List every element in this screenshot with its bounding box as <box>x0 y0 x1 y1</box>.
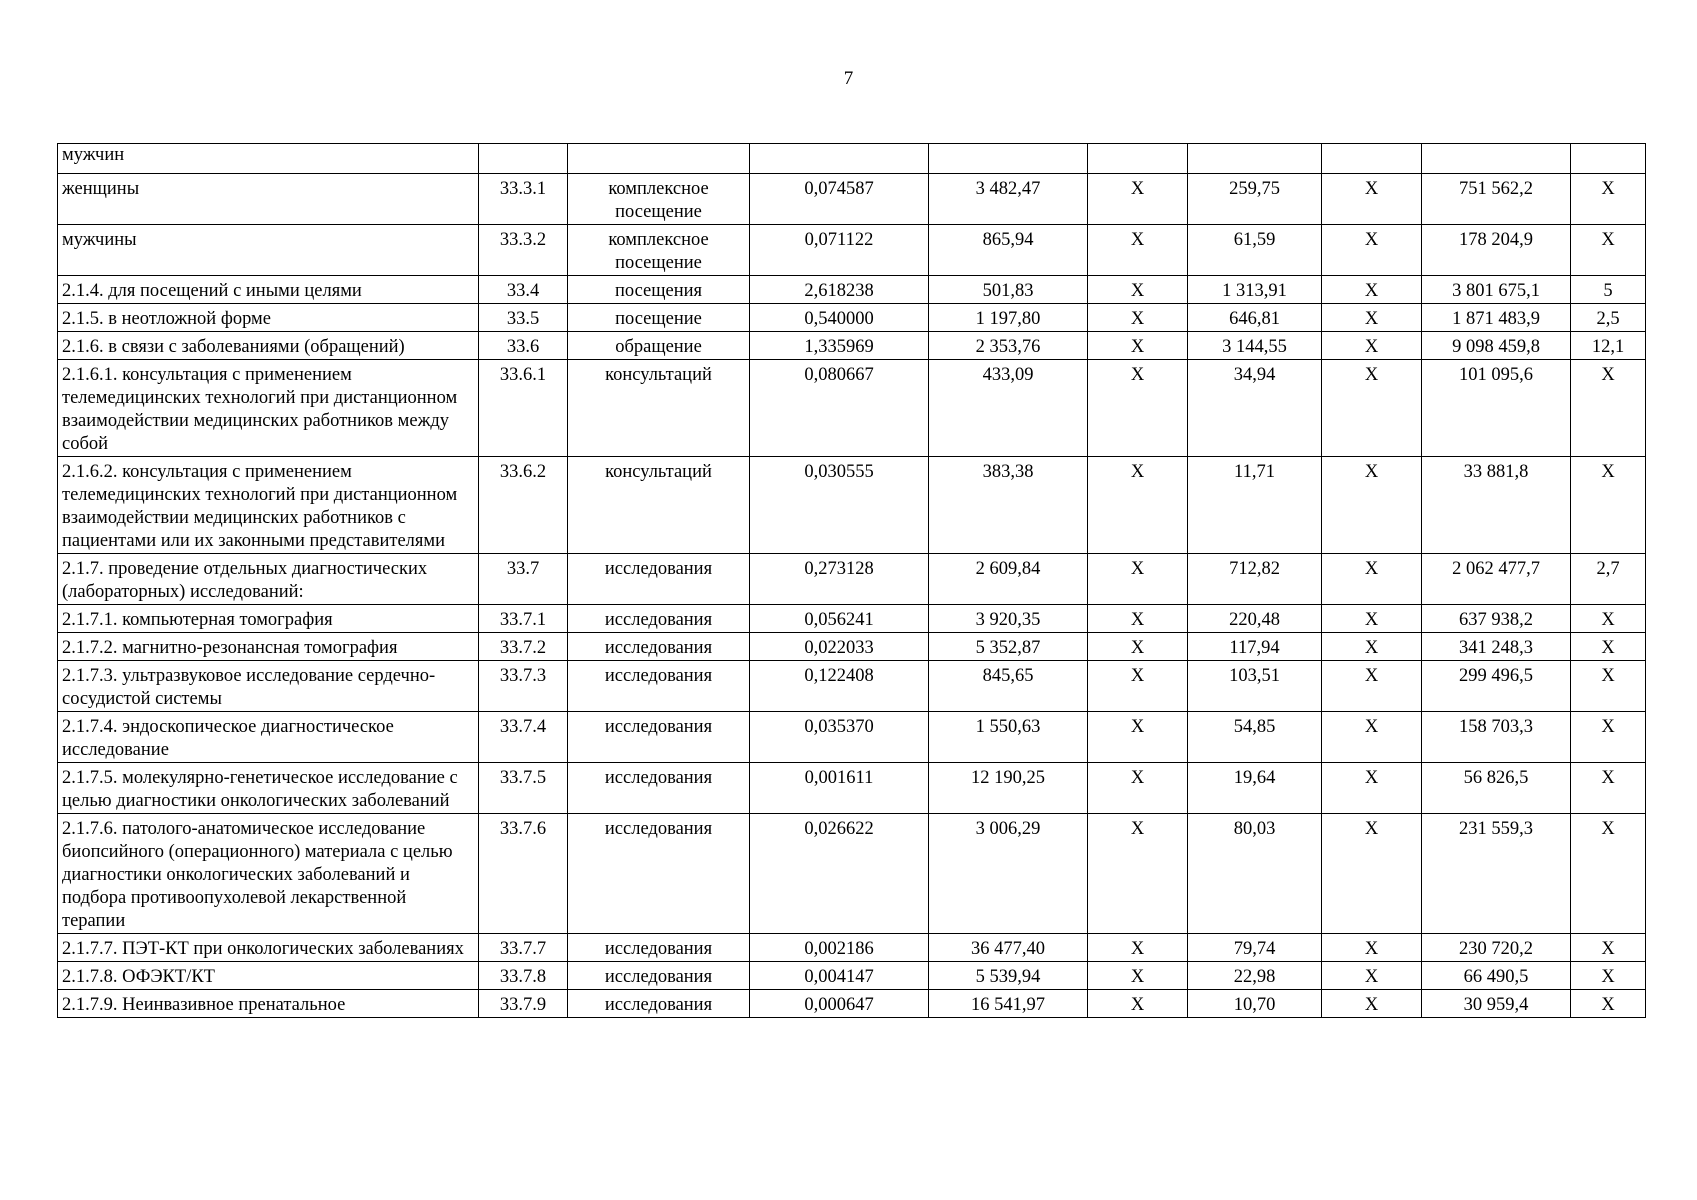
cell-row-oms-per-person: 3 144,55 <box>1188 332 1322 360</box>
cell-row-budget-total: X <box>1322 225 1422 276</box>
cell-row-oms-total: 341 248,3 <box>1422 633 1571 661</box>
cell-row-unit: исследования <box>568 814 750 934</box>
cell-row-cost: 2 353,76 <box>929 332 1088 360</box>
cell-row-oms-per-person: 103,51 <box>1188 661 1322 712</box>
cell-row-oms-total: 33 881,8 <box>1422 457 1571 554</box>
cell-row-code: 33.7.9 <box>479 990 568 1018</box>
cell-row-share: X <box>1571 457 1646 554</box>
cell-row-unit: исследования <box>568 633 750 661</box>
table-row <box>58 332 1646 360</box>
cell-row-name: 2.1.5. в неотложной форме <box>58 304 479 332</box>
data-table <box>57 143 1646 1018</box>
cell-row-code: 33.7.6 <box>479 814 568 934</box>
cell-row-oms-total: 66 490,5 <box>1422 962 1571 990</box>
cell-row-budget-total: X <box>1322 814 1422 934</box>
cell-row-oms-per-person: 712,82 <box>1188 554 1322 605</box>
cell-row-name: 2.1.7.7. ПЭТ-КТ при онкологических заболеваниях <box>58 934 479 962</box>
cell-row-code: 33.7.1 <box>479 605 568 633</box>
cell-row-share: X <box>1571 814 1646 934</box>
cell-row-oms-total: 9 098 459,8 <box>1422 332 1571 360</box>
cell-row-budget-per-person: X <box>1088 661 1188 712</box>
cell-row-name: 2.1.6.1. консультация с применением телемедицинских технологий при дистанционном взаимодействии медицинских работников между собой <box>58 360 479 457</box>
cell-row-oms-per-person: 61,59 <box>1188 225 1322 276</box>
cell-row-oms-total: 2 062 477,7 <box>1422 554 1571 605</box>
cell-row-oms-per-person: 19,64 <box>1188 763 1322 814</box>
cell-row-volume <box>750 144 929 174</box>
cell-row-budget-total: X <box>1322 605 1422 633</box>
cell-row-budget-total: X <box>1322 457 1422 554</box>
table-row <box>58 276 1646 304</box>
table-row <box>58 814 1646 934</box>
cell-row-oms-per-person: 34,94 <box>1188 360 1322 457</box>
cell-row-unit: исследования <box>568 962 750 990</box>
cell-row-volume: 2,618238 <box>750 276 929 304</box>
cell-row-budget-per-person: X <box>1088 554 1188 605</box>
cell-row-name: 2.1.7.6. патолого-анатомическое исследование биопсийного (операционного) материала с целью диагностики онкологических заболеваний и подбора противоопухолевой лекарственной терапии <box>58 814 479 934</box>
cell-row-unit: консультаций <box>568 457 750 554</box>
cell-row-unit: консультаций <box>568 360 750 457</box>
cell-row-oms-per-person: 646,81 <box>1188 304 1322 332</box>
cell-row-unit: исследования <box>568 712 750 763</box>
table-row <box>58 457 1646 554</box>
cell-row-volume: 1,335969 <box>750 332 929 360</box>
cell-row-oms-total: 3 801 675,1 <box>1422 276 1571 304</box>
cell-row-budget-per-person: X <box>1088 457 1188 554</box>
table-row <box>58 633 1646 661</box>
cell-row-budget-per-person: X <box>1088 962 1188 990</box>
cell-row-budget-per-person: X <box>1088 990 1188 1018</box>
cell-row-share: X <box>1571 962 1646 990</box>
cell-row-code: 33.6.2 <box>479 457 568 554</box>
cell-row-budget-per-person: X <box>1088 304 1188 332</box>
page-number: 7 <box>843 68 854 89</box>
cell-row-unit: исследования <box>568 554 750 605</box>
cell-row-oms-total: 751 562,2 <box>1422 174 1571 225</box>
cell-row-name: 2.1.7.3. ультразвуковое исследование сердечно-сосудистой системы <box>58 661 479 712</box>
cell-row-share: X <box>1571 934 1646 962</box>
cell-row-share: X <box>1571 174 1646 225</box>
table-row <box>58 554 1646 605</box>
cell-row-budget-total: X <box>1322 174 1422 225</box>
cell-row-budget-total: X <box>1322 554 1422 605</box>
table-row <box>58 962 1646 990</box>
cell-row-cost: 383,38 <box>929 457 1088 554</box>
table-row <box>58 934 1646 962</box>
cell-row-oms-total: 30 959,4 <box>1422 990 1571 1018</box>
cell-row-unit: комплексное посещение <box>568 225 750 276</box>
cell-row-cost: 1 197,80 <box>929 304 1088 332</box>
cell-row-volume: 0,035370 <box>750 712 929 763</box>
cell-row-budget-per-person: X <box>1088 763 1188 814</box>
cell-row-volume: 0,080667 <box>750 360 929 457</box>
cell-row-name: 2.1.7.2. магнитно-резонансная томография <box>58 633 479 661</box>
cell-row-budget-total: X <box>1322 332 1422 360</box>
table-row <box>58 763 1646 814</box>
cell-row-share: 2,5 <box>1571 304 1646 332</box>
cell-row-unit: исследования <box>568 605 750 633</box>
cell-row-oms-total: 231 559,3 <box>1422 814 1571 934</box>
cell-row-code: 33.5 <box>479 304 568 332</box>
cell-row-unit <box>568 144 750 174</box>
cell-row-budget-per-person: X <box>1088 225 1188 276</box>
cell-row-budget-total: X <box>1322 360 1422 457</box>
table-row <box>58 225 1646 276</box>
cell-row-cost <box>929 144 1088 174</box>
table-row <box>58 661 1646 712</box>
cell-row-name: женщины <box>58 174 479 225</box>
table-row <box>58 174 1646 225</box>
cell-row-budget-per-person: X <box>1088 814 1188 934</box>
cell-row-volume: 0,004147 <box>750 962 929 990</box>
cell-row-name: 2.1.6. в связи с заболеваниями (обращений) <box>58 332 479 360</box>
cell-row-code: 33.3.2 <box>479 225 568 276</box>
cell-row-unit: исследования <box>568 763 750 814</box>
cell-row-oms-per-person: 117,94 <box>1188 633 1322 661</box>
cell-row-budget-per-person: X <box>1088 332 1188 360</box>
cell-row-share: 2,7 <box>1571 554 1646 605</box>
cell-row-unit: исследования <box>568 934 750 962</box>
cell-row-budget-total: X <box>1322 276 1422 304</box>
cell-row-cost: 3 482,47 <box>929 174 1088 225</box>
table-body <box>58 144 1646 1018</box>
cell-row-unit: исследования <box>568 990 750 1018</box>
cell-row-code: 33.6.1 <box>479 360 568 457</box>
cell-row-share: X <box>1571 990 1646 1018</box>
cell-row-share: X <box>1571 225 1646 276</box>
cell-row-share: 5 <box>1571 276 1646 304</box>
cell-row-oms-total: 299 496,5 <box>1422 661 1571 712</box>
cell-row-cost: 501,83 <box>929 276 1088 304</box>
cell-row-name: 2.1.7.1. компьютерная томография <box>58 605 479 633</box>
cell-row-oms-total: 178 204,9 <box>1422 225 1571 276</box>
cell-row-unit: исследования <box>568 661 750 712</box>
table-row <box>58 990 1646 1018</box>
cell-row-cost: 3 920,35 <box>929 605 1088 633</box>
cell-row-budget-per-person: X <box>1088 633 1188 661</box>
cell-row-cost: 5 539,94 <box>929 962 1088 990</box>
cell-row-oms-per-person: 80,03 <box>1188 814 1322 934</box>
cell-row-oms-total: 637 938,2 <box>1422 605 1571 633</box>
cell-row-name: 2.1.7.5. молекулярно-генетическое исследование с целью диагностики онкологических заболеваний <box>58 763 479 814</box>
cell-row-share: X <box>1571 605 1646 633</box>
cell-row-volume: 0,122408 <box>750 661 929 712</box>
cell-row-code: 33.7.8 <box>479 962 568 990</box>
cell-row-code: 33.4 <box>479 276 568 304</box>
table-row <box>58 360 1646 457</box>
cell-row-cost: 12 190,25 <box>929 763 1088 814</box>
cell-row-oms-per-person: 11,71 <box>1188 457 1322 554</box>
cell-row-share: X <box>1571 360 1646 457</box>
cell-row-volume: 0,071122 <box>750 225 929 276</box>
cell-row-name: 2.1.7. проведение отдельных диагностических (лабораторных) исследований: <box>58 554 479 605</box>
cell-row-budget-total: X <box>1322 990 1422 1018</box>
cell-row-budget-per-person: X <box>1088 712 1188 763</box>
cell-row-code: 33.6 <box>479 332 568 360</box>
table-row <box>58 712 1646 763</box>
cell-row-cost: 865,94 <box>929 225 1088 276</box>
cell-row-unit: посещение <box>568 304 750 332</box>
cell-row-name: мужчины <box>58 225 479 276</box>
cell-row-cost: 36 477,40 <box>929 934 1088 962</box>
cell-row-unit: комплексное посещение <box>568 174 750 225</box>
cell-row-share: X <box>1571 661 1646 712</box>
cell-row-budget-total: X <box>1322 934 1422 962</box>
cell-row-name: 2.1.7.4. эндоскопическое диагностическое исследование <box>58 712 479 763</box>
cell-row-name: 2.1.7.8. ОФЭКТ/КТ <box>58 962 479 990</box>
cell-row-budget-total: X <box>1322 304 1422 332</box>
cell-row-budget-per-person: X <box>1088 605 1188 633</box>
table-row <box>58 605 1646 633</box>
cell-row-budget-total: X <box>1322 962 1422 990</box>
cell-row-share <box>1571 144 1646 174</box>
cell-row-cost: 16 541,97 <box>929 990 1088 1018</box>
cell-row-cost: 5 352,87 <box>929 633 1088 661</box>
cell-row-share: X <box>1571 712 1646 763</box>
cell-row-cost: 2 609,84 <box>929 554 1088 605</box>
cell-row-volume: 0,000647 <box>750 990 929 1018</box>
cell-row-budget-total <box>1322 144 1422 174</box>
cell-row-name: 2.1.6.2. консультация с применением телемедицинских технологий при дистанционном взаимодействии медицинских работников с пациентами или их законными представителями <box>58 457 479 554</box>
cell-row-volume: 0,074587 <box>750 174 929 225</box>
cell-row-volume: 0,001611 <box>750 763 929 814</box>
cell-row-share: 12,1 <box>1571 332 1646 360</box>
cell-row-volume: 0,056241 <box>750 605 929 633</box>
cell-row-oms-total: 101 095,6 <box>1422 360 1571 457</box>
cell-row-oms-total: 158 703,3 <box>1422 712 1571 763</box>
table-row <box>58 304 1646 332</box>
cell-row-share: X <box>1571 763 1646 814</box>
cell-row-cost: 3 006,29 <box>929 814 1088 934</box>
cell-row-code: 33.7.7 <box>479 934 568 962</box>
cell-row-volume: 0,022033 <box>750 633 929 661</box>
cell-row-oms-per-person: 79,74 <box>1188 934 1322 962</box>
cell-row-name: мужчин <box>58 144 479 174</box>
cell-row-code <box>479 144 568 174</box>
cell-row-oms-per-person: 22,98 <box>1188 962 1322 990</box>
cell-row-oms-per-person <box>1188 144 1322 174</box>
cell-row-code: 33.7.4 <box>479 712 568 763</box>
cell-row-code: 33.3.1 <box>479 174 568 225</box>
cell-row-code: 33.7.5 <box>479 763 568 814</box>
cell-row-volume: 0,540000 <box>750 304 929 332</box>
cell-row-volume: 0,030555 <box>750 457 929 554</box>
cell-row-budget-per-person <box>1088 144 1188 174</box>
cell-row-oms-total <box>1422 144 1571 174</box>
cell-row-cost: 845,65 <box>929 661 1088 712</box>
cell-row-name: 2.1.7.9. Неинвазивное пренатальное <box>58 990 479 1018</box>
cell-row-oms-total: 1 871 483,9 <box>1422 304 1571 332</box>
cell-row-oms-per-person: 259,75 <box>1188 174 1322 225</box>
cell-row-code: 33.7.2 <box>479 633 568 661</box>
cell-row-oms-per-person: 10,70 <box>1188 990 1322 1018</box>
cell-row-oms-per-person: 220,48 <box>1188 605 1322 633</box>
cell-row-cost: 433,09 <box>929 360 1088 457</box>
cell-row-oms-per-person: 54,85 <box>1188 712 1322 763</box>
cell-row-volume: 0,026622 <box>750 814 929 934</box>
cell-row-budget-per-person: X <box>1088 934 1188 962</box>
cell-row-budget-per-person: X <box>1088 360 1188 457</box>
cell-row-oms-total: 56 826,5 <box>1422 763 1571 814</box>
cell-row-volume: 0,273128 <box>750 554 929 605</box>
cell-row-volume: 0,002186 <box>750 934 929 962</box>
cell-row-cost: 1 550,63 <box>929 712 1088 763</box>
cell-row-name: 2.1.4. для посещений с иными целями <box>58 276 479 304</box>
table-row <box>58 144 1646 174</box>
cell-row-code: 33.7.3 <box>479 661 568 712</box>
cell-row-budget-per-person: X <box>1088 174 1188 225</box>
cell-row-share: X <box>1571 633 1646 661</box>
cell-row-oms-total: 230 720,2 <box>1422 934 1571 962</box>
cell-row-budget-total: X <box>1322 763 1422 814</box>
cell-row-budget-total: X <box>1322 712 1422 763</box>
cell-row-code: 33.7 <box>479 554 568 605</box>
cell-row-unit: обращение <box>568 332 750 360</box>
cell-row-budget-per-person: X <box>1088 276 1188 304</box>
cell-row-oms-per-person: 1 313,91 <box>1188 276 1322 304</box>
cell-row-budget-total: X <box>1322 661 1422 712</box>
cell-row-budget-total: X <box>1322 633 1422 661</box>
cell-row-unit: посещения <box>568 276 750 304</box>
